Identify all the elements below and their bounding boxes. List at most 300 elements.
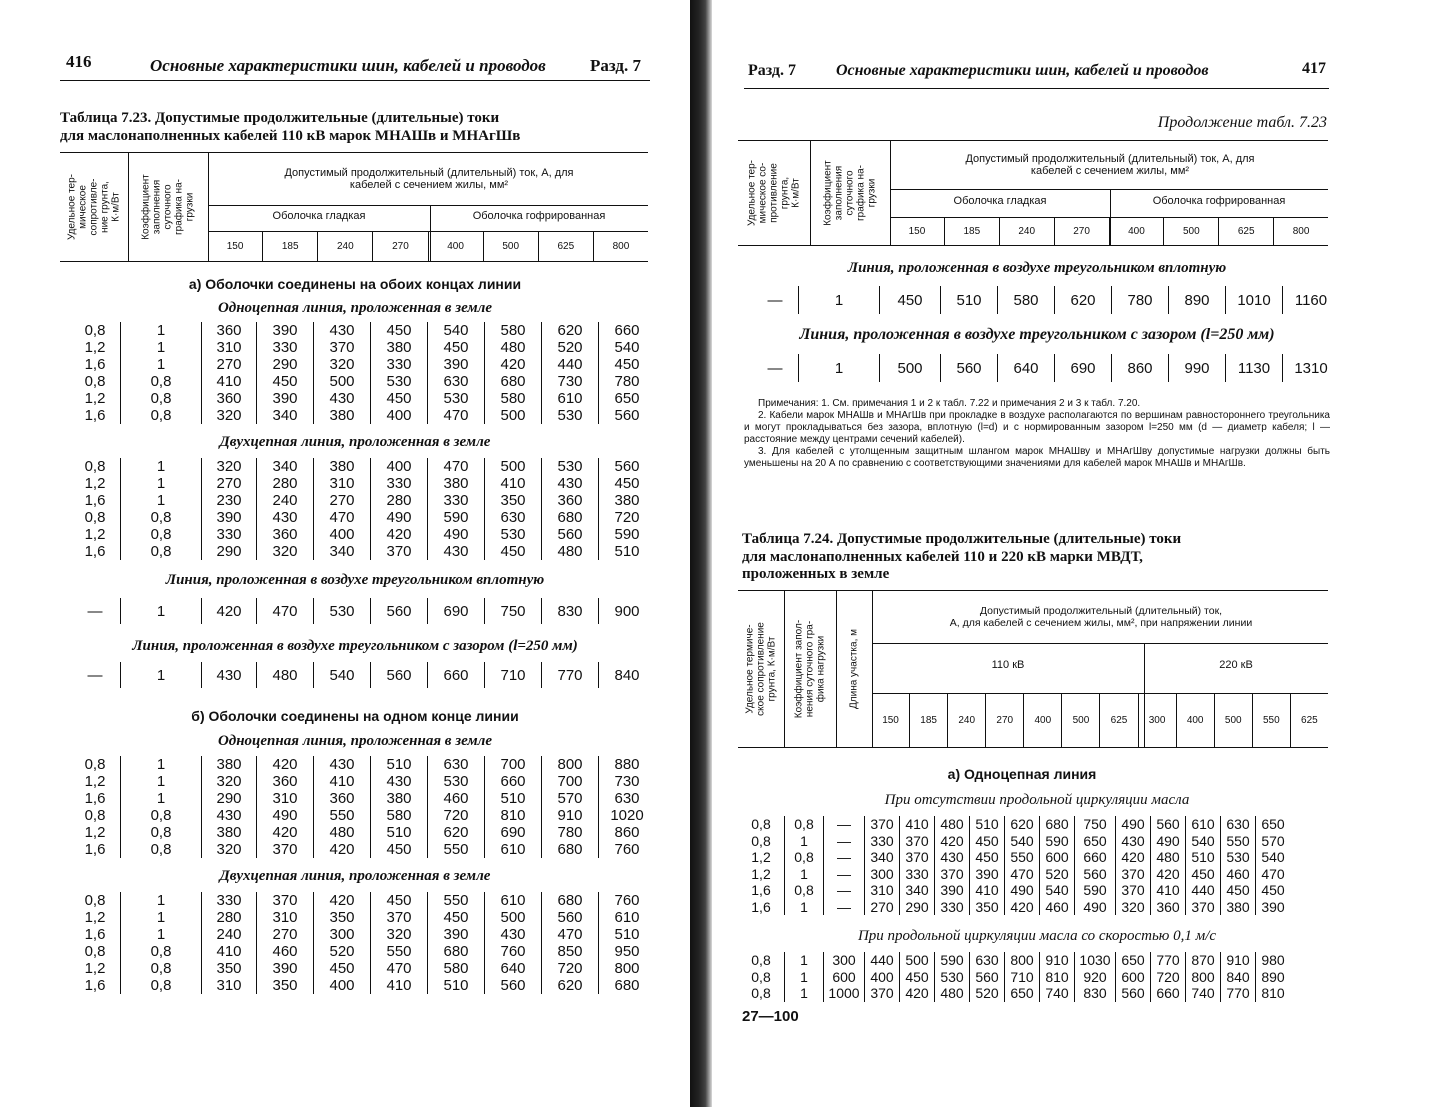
table-cell: 300 xyxy=(865,866,900,883)
table-cell: 390 xyxy=(202,509,257,526)
table-cell: 380 xyxy=(202,824,257,841)
table-cell: 410 xyxy=(202,943,257,960)
table-cell: 370 xyxy=(314,339,371,356)
table-cell: 450 xyxy=(371,841,428,858)
table-cell: 500 xyxy=(880,354,941,382)
table-cell: 370 xyxy=(1116,866,1151,883)
table-cell: 690 xyxy=(485,824,542,841)
table-cell: 580 xyxy=(485,390,542,407)
table-cell: 370 xyxy=(900,833,935,850)
table-cell: 760 xyxy=(485,943,542,960)
table-cell: 720 xyxy=(1151,969,1186,986)
header-current-title: Допустимый продолжительный (длительный) ток, А, для кабелей с сечением жилы, мм² xyxy=(965,153,1255,177)
table-cell: 480 xyxy=(542,543,599,560)
section-size-cell: 800 xyxy=(593,231,648,261)
table-cell: 240 xyxy=(202,926,257,943)
table-cell: 540 xyxy=(1186,833,1221,850)
table-cell: 240 xyxy=(257,492,314,509)
table-cell: 370 xyxy=(935,866,970,883)
table-cell: 320 xyxy=(202,407,257,424)
table-cell: 280 xyxy=(257,475,314,492)
table-cell: 370 xyxy=(257,892,314,909)
table-cell: 0,8 xyxy=(751,985,771,1002)
table-cell: 400 xyxy=(314,977,371,994)
table-cell: 0,8 xyxy=(785,882,824,899)
table-cell: 300 xyxy=(314,926,371,943)
section-size-cell: 240 xyxy=(999,217,1054,245)
table-cell: 420 xyxy=(314,892,371,909)
table-cell: 620 xyxy=(542,977,599,994)
table-row xyxy=(70,926,655,943)
table-cell: 350 xyxy=(314,909,371,926)
section-size-cell: 625 xyxy=(1290,693,1328,747)
table724-caption-line-1: Таблица 7.24. Допустимые продолжительные (длительные) токи xyxy=(742,531,1182,547)
table-cell: 380 xyxy=(1221,899,1256,916)
table-cell: 1 xyxy=(785,969,824,986)
table-cell: 910 xyxy=(1221,952,1256,969)
table-cell: 640 xyxy=(998,354,1055,382)
table-cell: 600 xyxy=(824,969,865,986)
table-cell: 780 xyxy=(599,373,656,390)
table-cell: 330 xyxy=(371,356,428,373)
table-cell: 0,8 xyxy=(121,841,202,858)
table-cell: 440 xyxy=(542,356,599,373)
table-cell: 390 xyxy=(428,356,485,373)
header-sections xyxy=(890,217,1328,245)
table-row xyxy=(70,598,655,624)
table-cell: 430 xyxy=(485,926,542,943)
table-cell: 530 xyxy=(935,969,970,986)
table-cell: 1,6 xyxy=(84,926,106,943)
table-cell: 390 xyxy=(1256,899,1291,916)
table-cell: 1,6 xyxy=(84,790,106,807)
table-cell: 580 xyxy=(485,322,542,339)
subheading-b1: Одноцепная линия, проложенная в земле xyxy=(217,733,493,749)
table-cell: — xyxy=(824,816,865,833)
table-cell: 540 xyxy=(314,662,371,688)
table-cell: 310 xyxy=(257,909,314,926)
table-cell: 440 xyxy=(865,952,900,969)
table-cell: 830 xyxy=(1075,985,1116,1002)
table-cell: 720 xyxy=(542,960,599,977)
table-cell: 560 xyxy=(371,598,428,624)
table-cell: 450 xyxy=(900,969,935,986)
table-cell: 500 xyxy=(900,952,935,969)
table-cell: 680 xyxy=(1040,816,1075,833)
section-a-title: а) Оболочки соединены на обоих концах линии xyxy=(188,276,522,292)
table-cell: 280 xyxy=(371,492,428,509)
table-cell: 450 xyxy=(1186,866,1221,883)
table-cell: 0,8 xyxy=(121,977,202,994)
table-cell: 450 xyxy=(880,286,941,314)
table-cell: 610 xyxy=(599,909,656,926)
table-cell: 530 xyxy=(1221,849,1256,866)
table-cell: 310 xyxy=(257,790,314,807)
page-number: 416 xyxy=(66,52,92,71)
table-cell: 1,6 xyxy=(84,492,106,509)
table-cell: 470 xyxy=(542,926,599,943)
table-cell: 750 xyxy=(1075,816,1116,833)
table-cell: 630 xyxy=(428,373,485,390)
table-cell: 530 xyxy=(485,526,542,543)
table-row xyxy=(752,354,1339,382)
page-number: 417 xyxy=(1302,60,1326,77)
table-d1 xyxy=(738,816,1290,915)
table-cell: 1 xyxy=(121,909,202,926)
table-row xyxy=(738,882,1290,899)
table-cell: 380 xyxy=(371,339,428,356)
table-cell: 430 xyxy=(371,773,428,790)
table-cell: 490 xyxy=(1075,899,1116,916)
table-row xyxy=(70,543,655,560)
table-cell: 1030 xyxy=(1075,952,1116,969)
table-cell: 560 xyxy=(1151,816,1186,833)
table-notes xyxy=(744,398,1330,470)
table-cell: 1 xyxy=(121,662,202,688)
table-cell: 570 xyxy=(542,790,599,807)
subheading-a1: Одноцепная линия, проложенная в земле xyxy=(217,300,493,316)
book-gutter xyxy=(690,0,712,1107)
section-size-cell: 270 xyxy=(372,231,427,261)
table-cell: 650 xyxy=(599,390,656,407)
table-cell: 410 xyxy=(314,773,371,790)
table-cell: 650 xyxy=(1005,985,1040,1002)
table-cell: 1 xyxy=(799,354,880,382)
table-cell: 590 xyxy=(1040,833,1075,850)
table-cell: 550 xyxy=(371,943,428,960)
table-cell: 510 xyxy=(371,824,428,841)
table-cell: 490 xyxy=(1151,833,1186,850)
table-cell: 1,6 xyxy=(84,356,106,373)
table-row xyxy=(70,960,655,977)
section-size-cell: 625 xyxy=(1099,693,1137,747)
table-row xyxy=(70,492,655,509)
table-row xyxy=(70,526,655,543)
table-cell: 420 xyxy=(314,841,371,858)
table-cell: 340 xyxy=(257,407,314,424)
table-cell: — xyxy=(87,666,103,684)
table-cell: 520 xyxy=(314,943,371,960)
header724-resistivity: Удельное термиче- ское сопротивление грунта, К·м/Вт xyxy=(738,591,785,747)
table-cell: 560 xyxy=(599,407,656,424)
table-cell: 780 xyxy=(542,824,599,841)
table-cell: 650 xyxy=(1075,833,1116,850)
table-cell: 0,8 xyxy=(785,816,824,833)
table-cell: 350 xyxy=(485,492,542,509)
table-cell: 560 xyxy=(542,526,599,543)
table-cell: 530 xyxy=(428,773,485,790)
table-cell: 880 xyxy=(599,756,656,773)
header-coefficient: Коэффициент заполнения суточного графика на- грузки xyxy=(128,153,209,261)
table-cell: 230 xyxy=(202,492,257,509)
table-cell: 890 xyxy=(1256,969,1291,986)
table-cell: 470 xyxy=(371,960,428,977)
table-cell: 1 xyxy=(121,892,202,909)
table-cell: 420 xyxy=(202,598,257,624)
table-cell: 420 xyxy=(1005,899,1040,916)
table-cell: 680 xyxy=(599,977,656,994)
table-row xyxy=(70,390,655,407)
section-size-cell: 240 xyxy=(947,693,985,747)
table-cell: — xyxy=(824,833,865,850)
table-cell: 420 xyxy=(1151,866,1186,883)
table-cell: 340 xyxy=(314,543,371,560)
table-cell: 0,8 xyxy=(84,373,106,390)
section-size-cell: 400 xyxy=(1023,693,1061,747)
table-cell: 420 xyxy=(371,526,428,543)
table-cell: 430 xyxy=(257,509,314,526)
table-cell: 430 xyxy=(314,756,371,773)
table-cell: 390 xyxy=(935,882,970,899)
header-sections xyxy=(208,231,648,261)
note-1: Примечания: 1. См. примечания 1 и 2 к табл. 7.22 и примечания 2 и 3 к табл. 7.20. xyxy=(758,398,1141,409)
table-cell: 640 xyxy=(485,960,542,977)
header-smooth-sheath: Оболочка гладкая xyxy=(953,195,1047,207)
table-row xyxy=(738,816,1290,833)
table-cell: — xyxy=(87,602,103,620)
table-cell: 0,8 xyxy=(121,807,202,824)
table-cell: 340 xyxy=(257,458,314,475)
table-cell: 320 xyxy=(202,458,257,475)
table-cell: 450 xyxy=(257,373,314,390)
table-cell: 650 xyxy=(1116,952,1151,969)
table-cell: 920 xyxy=(1075,969,1116,986)
table-cell: 0,8 xyxy=(84,943,106,960)
table-cell: 0,8 xyxy=(121,509,202,526)
table-cell: 1 xyxy=(785,866,824,883)
table-cell: 270 xyxy=(257,926,314,943)
table-cell: 430 xyxy=(428,543,485,560)
table-cell: 390 xyxy=(257,960,314,977)
table-cell: 420 xyxy=(935,833,970,850)
left-page xyxy=(0,0,690,1107)
table-cell: 280 xyxy=(202,909,257,926)
section-size-cell: 270 xyxy=(985,693,1023,747)
table-cell: 510 xyxy=(428,977,485,994)
header-rule xyxy=(744,88,1329,89)
table-caption-line-1: Таблица 7.23. Допустимые продолжительные (длительные) токи xyxy=(60,110,500,126)
header-smooth-sheath: Оболочка гладкая xyxy=(272,210,366,222)
table-cell: 480 xyxy=(485,339,542,356)
table-cell: 330 xyxy=(202,892,257,909)
table-cell: 610 xyxy=(542,390,599,407)
table-a1 xyxy=(70,322,655,424)
table-cell: 1,6 xyxy=(751,882,771,899)
section-size-cell: 500 xyxy=(1061,693,1099,747)
table-cell: 510 xyxy=(1186,849,1221,866)
right-page xyxy=(712,0,1433,1107)
table-cell: 590 xyxy=(428,509,485,526)
table-cell: 560 xyxy=(485,977,542,994)
table-cell: 560 xyxy=(599,458,656,475)
table-cell: 0,8 xyxy=(84,756,106,773)
table-cell: 270 xyxy=(202,356,257,373)
table-row xyxy=(738,899,1290,916)
table-cell: 450 xyxy=(371,390,428,407)
table724-caption-line-3: проложенных в земле xyxy=(742,566,890,582)
table-b1 xyxy=(70,756,655,858)
table-cell: 390 xyxy=(257,322,314,339)
table-cell: 1 xyxy=(121,926,202,943)
table-cell: 410 xyxy=(1151,882,1186,899)
table-cell: 690 xyxy=(1055,354,1112,382)
table-cell: 450 xyxy=(428,339,485,356)
table-cell: 370 xyxy=(865,985,900,1002)
table-cell: 1 xyxy=(799,286,880,314)
table-cell: 390 xyxy=(428,926,485,943)
table-cell: 400 xyxy=(371,458,428,475)
table-cell: 810 xyxy=(1256,985,1291,1002)
table-cell: 530 xyxy=(542,407,599,424)
table-b2 xyxy=(70,892,655,994)
table-cell: 800 xyxy=(542,756,599,773)
table-cell: 1 xyxy=(121,492,202,509)
table-cell: 360 xyxy=(257,773,314,790)
table-cell: 800 xyxy=(1005,952,1040,969)
table-cell: 420 xyxy=(900,985,935,1002)
table-cell: 470 xyxy=(1005,866,1040,883)
table-cell: 270 xyxy=(202,475,257,492)
table-cell: 700 xyxy=(542,773,599,790)
table-cell: 440 xyxy=(1186,882,1221,899)
table-cell: 800 xyxy=(599,960,656,977)
table-cell: 450 xyxy=(970,833,1005,850)
table-cell: 310 xyxy=(202,339,257,356)
table-cell: — xyxy=(824,849,865,866)
table-cell: 380 xyxy=(314,458,371,475)
table-cell: 1 xyxy=(121,475,202,492)
table-cell: 360 xyxy=(314,790,371,807)
table-cell: 480 xyxy=(314,824,371,841)
table-cell: 320 xyxy=(1116,899,1151,916)
table-cell: 320 xyxy=(314,356,371,373)
table-cell: 1,2 xyxy=(84,773,106,790)
section-size-cell: 500 xyxy=(1214,693,1252,747)
note-3: 3. Для кабелей с утолщенным защитным шлангом марок МНАШву и МНАгШву допустимые нагрузки должны быть уменьшены на 20 А по сравнению с соответствующими значениями для кабелей марок МНАШв и МНАгШв. xyxy=(744,446,1330,469)
table-row xyxy=(70,407,655,424)
table-cell: 530 xyxy=(428,390,485,407)
table-cell: 460 xyxy=(257,943,314,960)
table-cell: 380 xyxy=(599,492,656,509)
table-cell: 760 xyxy=(599,841,656,858)
table-cell: 370 xyxy=(257,841,314,858)
table-cell: 350 xyxy=(257,977,314,994)
table-cell: — xyxy=(767,291,783,309)
table-cell: 870 xyxy=(1186,952,1221,969)
table-row xyxy=(738,985,1290,1002)
table-cell: 600 xyxy=(1040,849,1075,866)
table-cell: 510 xyxy=(941,286,998,314)
table-cell: 1010 xyxy=(1226,286,1283,314)
table-cell: 540 xyxy=(1040,882,1075,899)
table-cell: 680 xyxy=(428,943,485,960)
table-cell: 490 xyxy=(1116,816,1151,833)
table-cell: 350 xyxy=(202,960,257,977)
table-cell: 290 xyxy=(900,899,935,916)
table-cell: 910 xyxy=(1040,952,1075,969)
table-cell: 290 xyxy=(202,543,257,560)
table-cell: 860 xyxy=(599,824,656,841)
section-label: Разд. 7 xyxy=(590,56,642,75)
table-caption-line-2: для маслонаполненных кабелей 110 кВ марок МНАШв и МНАгШв xyxy=(60,128,521,144)
table-cell: 0,8 xyxy=(84,892,106,909)
table-cell: 840 xyxy=(599,662,656,688)
footer-signature: 27—100 xyxy=(742,1008,799,1025)
table-cell: 1160 xyxy=(1283,286,1340,314)
table-row xyxy=(70,909,655,926)
table-cell: 1 xyxy=(121,756,202,773)
section-size-cell: 270 xyxy=(1054,217,1109,245)
table-cell: 290 xyxy=(202,790,257,807)
table-cell: 320 xyxy=(202,773,257,790)
header724-110kv: 110 кВ xyxy=(991,659,1025,671)
table-row xyxy=(70,943,655,960)
table-cell: 810 xyxy=(1040,969,1075,986)
table-cell: 1 xyxy=(785,952,824,969)
table-cell: 520 xyxy=(970,985,1005,1002)
table-cell: 1,2 xyxy=(84,475,106,492)
table-cell: 540 xyxy=(1256,849,1291,866)
table-cell: 450 xyxy=(599,356,656,373)
table-cell: 490 xyxy=(1005,882,1040,899)
table-cell: 270 xyxy=(865,899,900,916)
table-cell: 450 xyxy=(371,322,428,339)
table-cell: 1,2 xyxy=(84,526,106,543)
table-cell: 420 xyxy=(485,356,542,373)
table-cell: 450 xyxy=(428,909,485,926)
table724-header xyxy=(738,590,1328,748)
section-size-cell: 150 xyxy=(908,225,926,237)
table-cell: 580 xyxy=(998,286,1055,314)
table-cell: 510 xyxy=(485,790,542,807)
header724-coefficient: Коэффициент запол- нения суточного гра- фика нагрузки xyxy=(784,591,837,747)
section-size-cell: 500 xyxy=(483,231,538,261)
table-cell: 470 xyxy=(428,407,485,424)
table-row xyxy=(752,286,1339,314)
table-cell: 340 xyxy=(900,882,935,899)
table-cell: 700 xyxy=(485,756,542,773)
table-cell: 550 xyxy=(314,807,371,824)
table-row xyxy=(70,373,655,390)
table-cell: 360 xyxy=(542,492,599,509)
table-row xyxy=(70,322,655,339)
section-b-title: б) Оболочки соединены на одном конце линии xyxy=(191,708,519,724)
table-cell: 500 xyxy=(485,407,542,424)
table-cell: 380 xyxy=(314,407,371,424)
table-cell: 650 xyxy=(1256,816,1291,833)
table-cell: 590 xyxy=(1075,882,1116,899)
table-cell: 990 xyxy=(1169,354,1226,382)
table-cell: — xyxy=(824,899,865,916)
table-cell: 620 xyxy=(1055,286,1112,314)
table-cell: 810 xyxy=(485,807,542,824)
table-row xyxy=(70,756,655,773)
table-cell: 560 xyxy=(970,969,1005,986)
table-cell: 0,8 xyxy=(785,849,824,866)
table-cell: 610 xyxy=(485,892,542,909)
header724-current-title: Допустимый продолжительный (длительный) ток, А, для кабелей с сечением жилы, мм², при напряжении линии xyxy=(949,605,1253,629)
table-c1 xyxy=(752,286,1339,314)
table-cell: 1,2 xyxy=(84,339,106,356)
table-cell: 630 xyxy=(428,756,485,773)
table-cell: 360 xyxy=(202,322,257,339)
table-cell: 1 xyxy=(121,339,202,356)
section-size-cell: 400 xyxy=(428,231,483,261)
table-cell: 910 xyxy=(542,807,599,824)
table-cell: 450 xyxy=(970,849,1005,866)
table-cell: 590 xyxy=(935,952,970,969)
table-cell: 850 xyxy=(542,943,599,960)
